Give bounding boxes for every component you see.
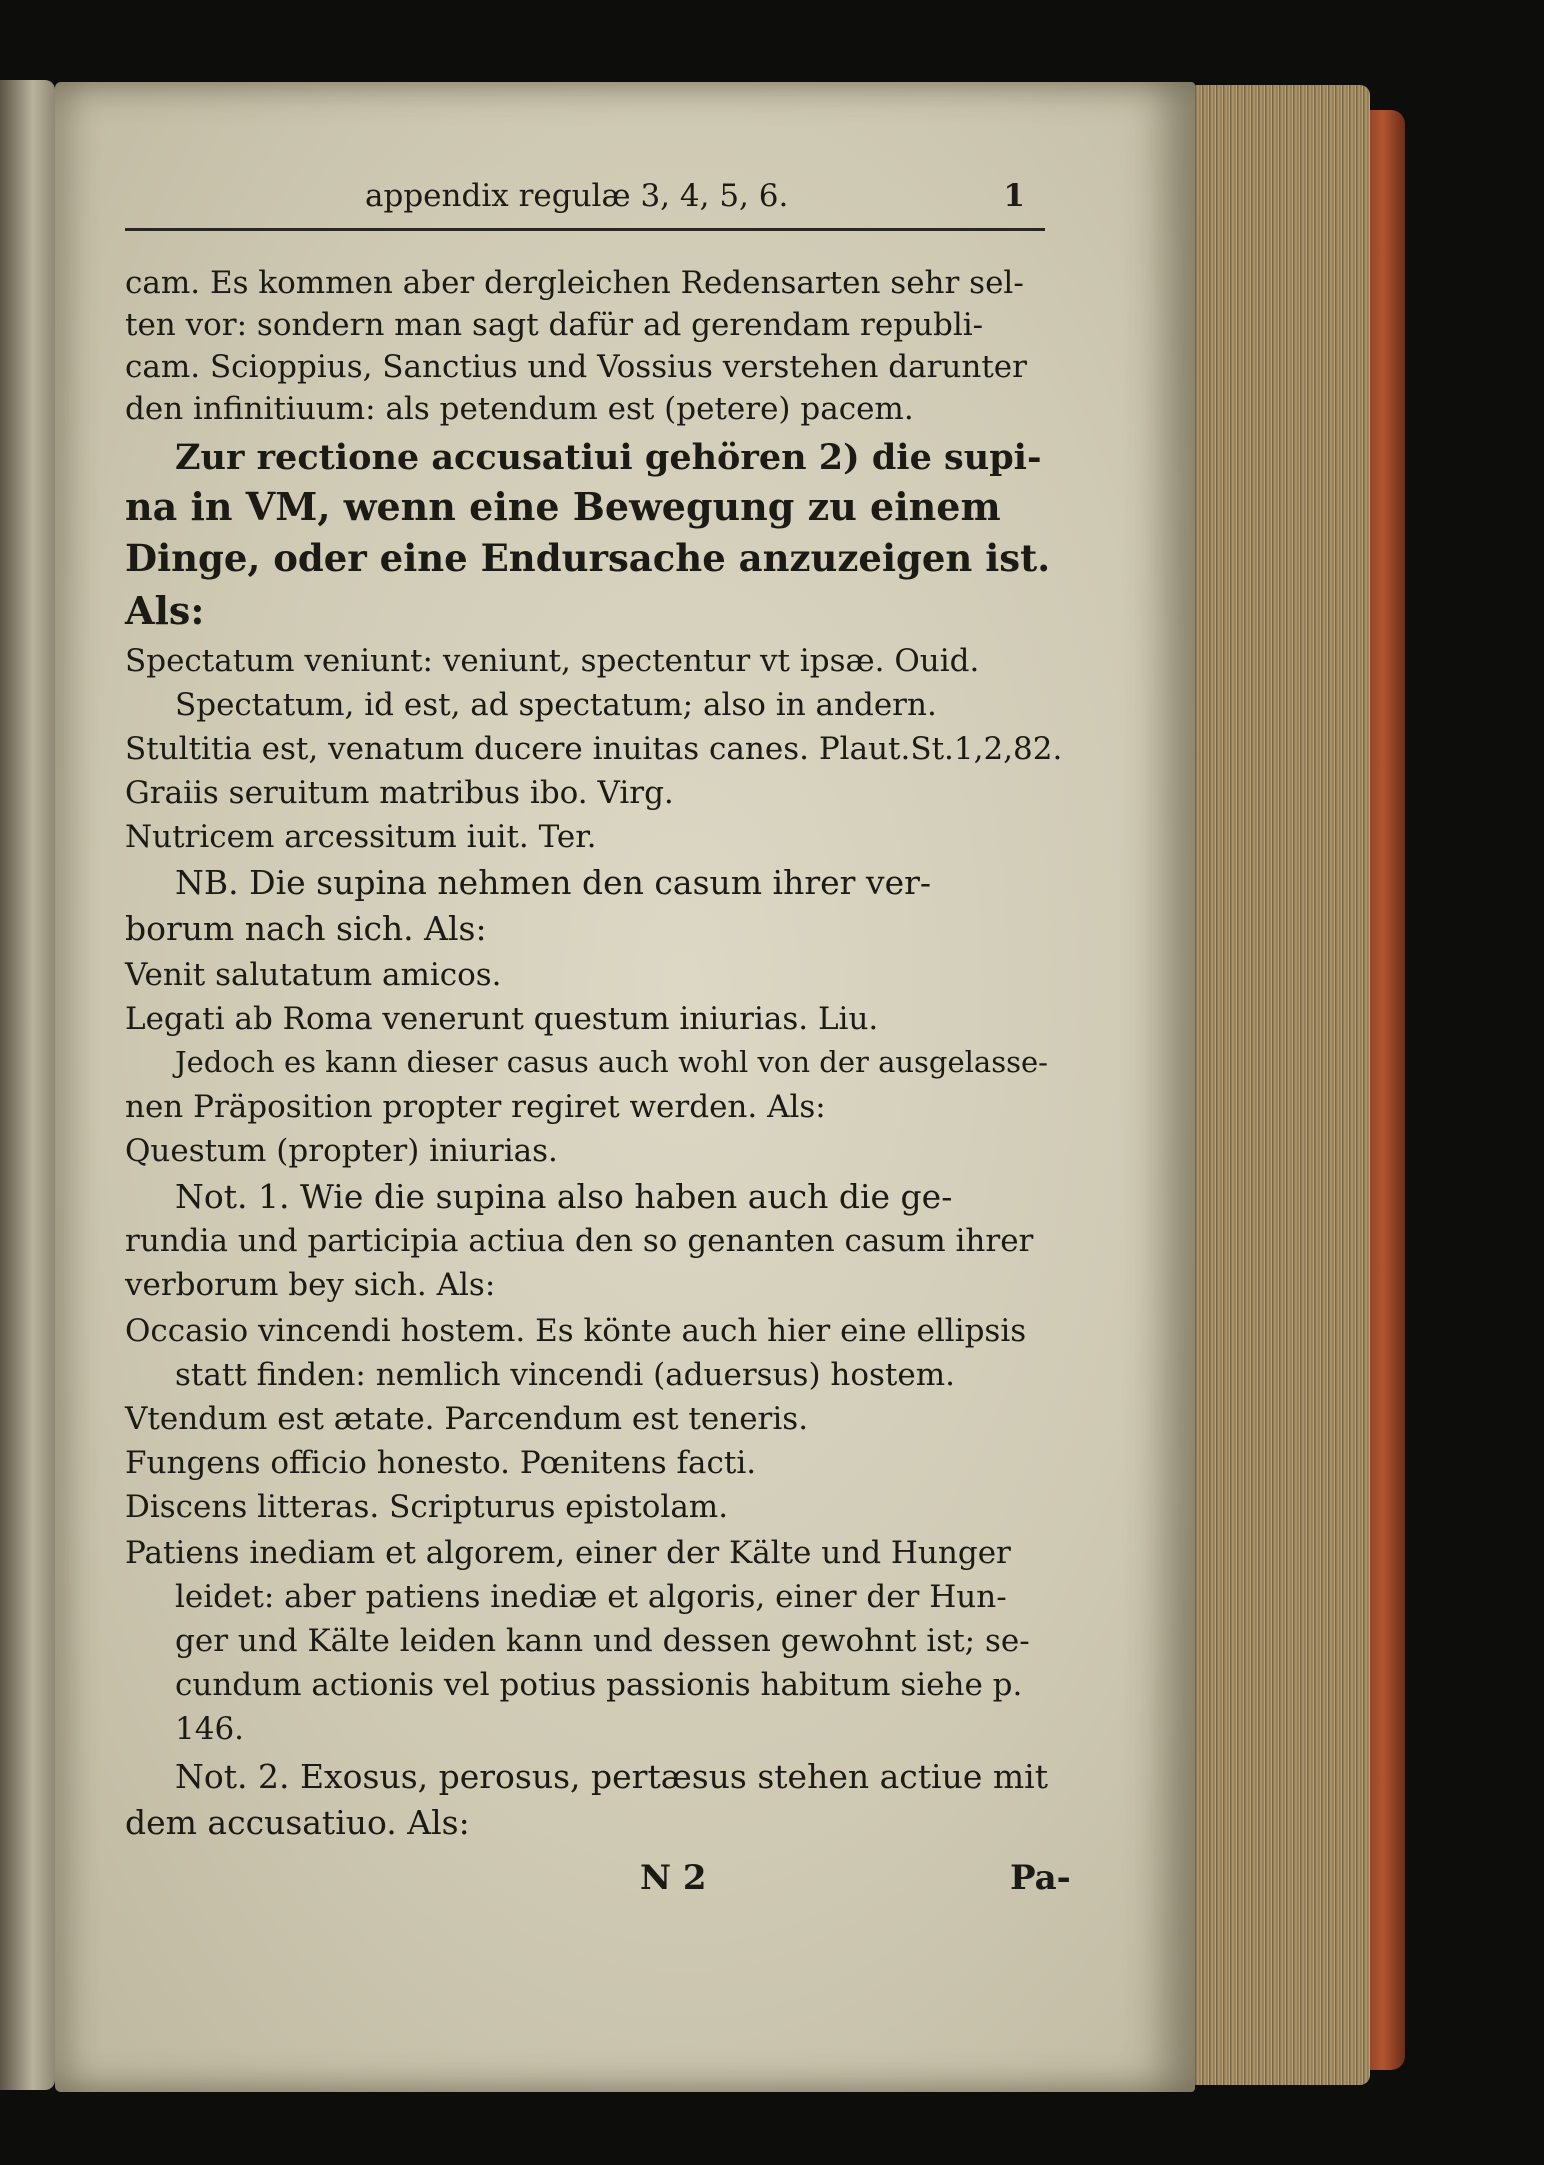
text-line: ten vor: sondern man sagt dafür ad gerendam republi- — [125, 307, 984, 343]
page-header — [225, 178, 1025, 228]
text-line: Spectatum, id est, ad spectatum; also in andern. — [175, 687, 937, 723]
text-line: Fungens officio honesto. Pœnitens facti. — [125, 1445, 757, 1481]
text-line: Occasio vincendi hostem. Es könte auch hier eine ellipsis — [125, 1313, 1027, 1349]
facing-page-edge — [0, 80, 55, 2090]
text-line: Questum (propter) iniurias. — [125, 1133, 558, 1169]
text-line: Not. 1. Wie die supina also haben auch die ge- — [175, 1177, 953, 1216]
text-line: cam. Es kommen aber dergleichen Redensarten sehr sel- — [125, 265, 1024, 301]
text-line: verborum bey sich. Als: — [125, 1267, 496, 1303]
text-line: na in VM, wenn eine Bewegung zu einem — [125, 484, 1001, 529]
text-line: cundum actionis vel potius passionis habitum siehe p. — [175, 1667, 1023, 1703]
text-line: Not. 2. Exosus, perosus, pertæsus stehen actiue mit — [175, 1757, 1048, 1796]
text-line: Legati ab Roma venerunt questum iniurias. Liu. — [125, 1001, 879, 1037]
text-line: statt finden: nemlich vincendi (aduersus) hostem. — [175, 1357, 955, 1393]
text-line: Als: — [125, 588, 205, 633]
text-line: Zur rectione accusatiui gehören 2) die supi- — [175, 437, 1042, 478]
text-line: Discens litteras. Scripturus epistolam. — [125, 1489, 729, 1525]
folio-number: 1 — [1003, 178, 1025, 214]
running-head: appendix regulæ 3, 4, 5, 6. — [365, 178, 789, 214]
catchword: Pa- — [1010, 1858, 1071, 1898]
text-line: Dinge, oder eine Endursache anzuzeigen ist. — [125, 536, 1051, 580]
text-line: Patiens inediam et algorem, einer der Kälte und Hunger — [125, 1535, 1011, 1571]
text-line: dem accusatiuo. Als: — [125, 1803, 470, 1842]
text-line: leidet: aber patiens inediæ et algoris, einer der Hun- — [175, 1579, 1007, 1615]
signature-mark: N 2 — [640, 1858, 707, 1898]
text-line: cam. Scioppius, Sanctius und Vossius verstehen darunter — [125, 349, 1027, 385]
text-line: Spectatum veniunt: veniunt, spectentur vt ipsæ. Ouid. — [125, 643, 980, 679]
header-rule — [125, 228, 1045, 231]
text-line: Graiis seruitum matribus ibo. Virg. — [125, 775, 674, 811]
text-line: borum nach sich. Als: — [125, 909, 487, 948]
text-line: Stultitia est, venatum ducere inuitas canes. Plaut.St.1,2,82. — [125, 731, 1063, 767]
text-line: Jedoch es kann dieser casus auch wohl von der ausgelasse- — [175, 1045, 1048, 1079]
text-line: ger und Kälte leiden kann und dessen gewohnt ist; se- — [175, 1623, 1030, 1659]
text-line: Nutricem arcessitum iuit. Ter. — [125, 819, 597, 855]
text-line: rundia und participia actiua den so genanten casum ihrer — [125, 1223, 1034, 1259]
text-line: Vtendum est ætate. Parcendum est teneris. — [125, 1401, 809, 1437]
text-line: Venit salutatum amicos. — [125, 957, 502, 993]
text-line: den infinitiuum: als petendum est (petere) pacem. — [125, 391, 914, 427]
text-line: NB. Die supina nehmen den casum ihrer ver- — [175, 863, 932, 902]
text-line: nen Präposition propter regiret werden. Als: — [125, 1089, 826, 1125]
text-line: 146. — [175, 1711, 245, 1747]
